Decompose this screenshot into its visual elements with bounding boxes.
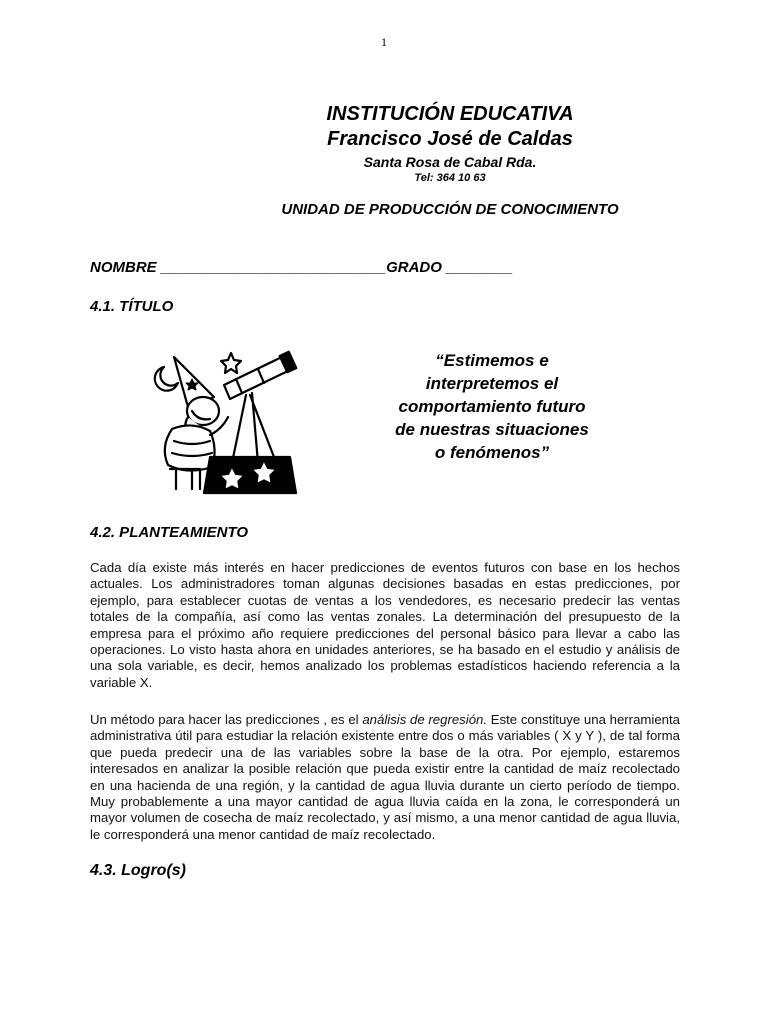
paragraph-2-rest: Este constituye una herramienta administrativa útil para estudiar la relación existente entre dos o más variables ( X y Y ), de tal forma que pueda predecir una de las variables sobre la base de la otra. Por ejemplo, estaremos interesados en analizar la posible relación que pueda existir entre la cantidad de maíz recolectado en una hacienda de una región, y la cantidad de agua lluvia durante un cierto período de tiempo. Muy probablemente a una mayor cantidad de agua lluvia caída en la zona, le corresponderá un mayor volumen de cosecha de maíz recolectado, y así mismo, a una menor cantidad de agua lluvia, le corresponderá una menor cantidad de maíz recolectado. — [90, 712, 680, 842]
paragraph-1: Cada día existe más interés en hacer predicciones de eventos futuros con base en los hechos actuales. Los administradores toman algunas decisiones basadas en estas predicciones, por ejemplo, para establecer cuotas de ventas a los vendedores, es necesario predecir las ventas totales de la compañía, así como las ventas zonales. La determinación del presupuesto de la empresa para el próximo año requiere predicciones del personal básico para llevar a cabo las operaciones. Lo visto hasta ahora en unidades anteriores, se ha basado en el estudio y análisis de una sola variable, es decir, hemos analizado los problemas estadísticos haciendo referencia a la variable X. — [90, 560, 680, 690]
institution-title: INSTITUCIÓN EDUCATIVA — [326, 103, 574, 125]
school-phone: Tel: 364 10 63 — [414, 172, 486, 184]
name-grade-line: NOMBRE ___________________________GRADO ________ — [90, 259, 513, 276]
astronomer-telescope-icon — [140, 345, 310, 495]
school-city: Santa Rosa de Cabal Rda. — [363, 154, 537, 170]
page-number: 1 — [381, 35, 387, 49]
section-logros-heading: 4.3. Logro(s) — [90, 862, 187, 879]
regression-term: análisis de regresión. — [362, 712, 488, 727]
unit-title: UNIDAD DE PRODUCCIÓN DE CONOCIMIENTO — [281, 201, 619, 218]
title-quote: “Estimemos e interpretemos el comportamiento futuro de nuestras situaciones o fenómenos” — [395, 351, 589, 462]
paragraph-2 — [90, 712, 680, 843]
school-name: Francisco José de Caldas — [327, 128, 573, 150]
section-titulo-heading: 4.1. TÍTULO — [90, 298, 174, 315]
section-planteamiento-heading: 4.2. PLANTEAMIENTO — [90, 524, 249, 541]
paragraph-2-intro: Un método para hacer las predicciones , es el — [90, 712, 363, 727]
